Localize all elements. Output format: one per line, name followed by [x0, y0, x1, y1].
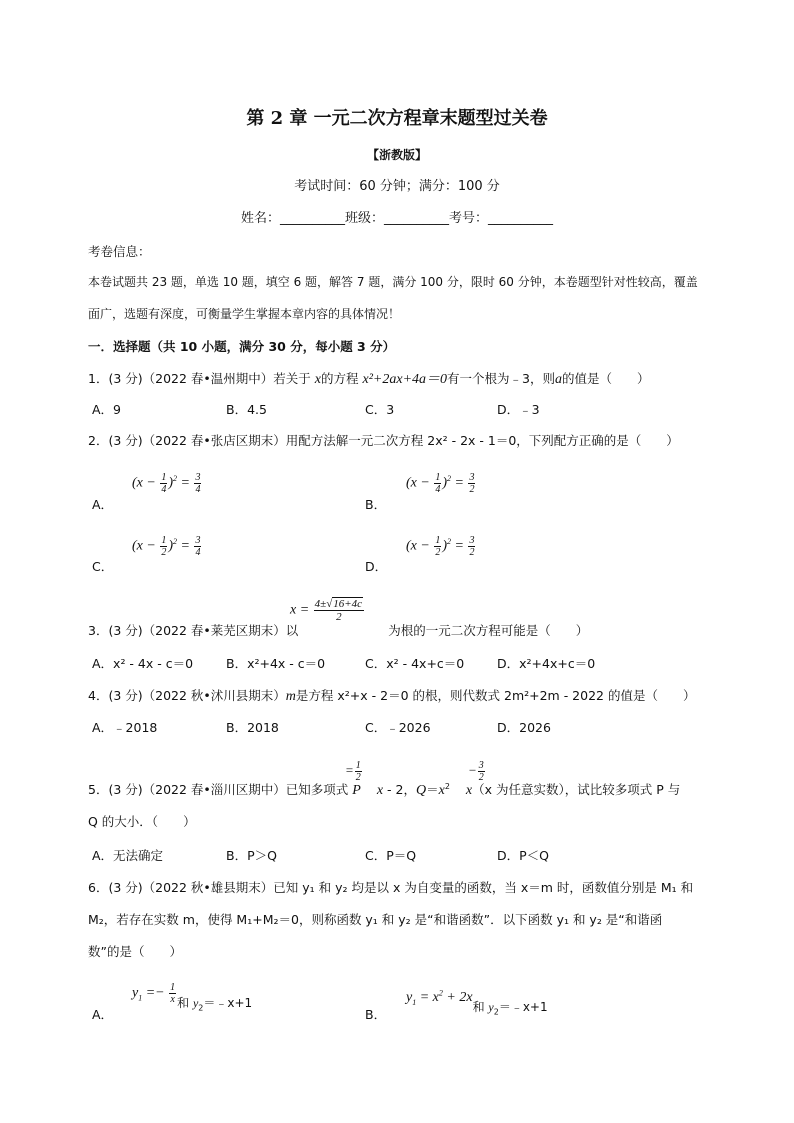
q5-fraction-1: = $\frac{1}{2}$ [345, 760, 361, 783]
q4-option-a[interactable]: A．﹣2018 [92, 720, 158, 735]
q1-option-c[interactable]: C．3 [365, 402, 395, 417]
q5-option-b[interactable]: B．P＞Q [226, 848, 277, 863]
q6-option-a[interactable]: A． [92, 1007, 114, 1022]
q3-option-d[interactable]: D．x²+4x+c＝0 [497, 656, 596, 671]
q3-formula: x = $\frac{4\pm√16+4c}{2}$ [290, 598, 363, 623]
question-6-line-2: M₂，若存在实数 m，使得 M₁+M₂＝0，则称函数 y₁ 和 y₂ 是“和谐函数”．以下函数 y₁ 和 y₂ 是“和谐函 [88, 912, 663, 927]
question-3-stem: 3．(3 分)（2022 春•莱芜区期末）以 为根的一元二次方程可能是（ ） [88, 623, 589, 638]
edition-label: 【浙教版】 [366, 148, 427, 162]
q2-option-a[interactable]: A． [92, 497, 114, 512]
q1-option-b[interactable]: B．4.5 [226, 402, 267, 417]
q6-expr-a: $y_1$ =− $\frac{1}{x}$ 和 $y_2=﹣x+1$ [132, 982, 253, 1013]
q3-option-a[interactable]: A．x² - 4x - c＝0 [92, 656, 194, 671]
info-line-1: 本卷试题共 23 题，单选 10 题，填空 6 题，解答 7 题，满分 100 分，限时 60 分钟，本卷题型针对性较高，覆盖 [88, 275, 698, 289]
q3-option-c[interactable]: C．x² - 4x+c＝0 [365, 656, 465, 671]
q6-expr-b: $y_1 = x^2 + 2x$和 $y_2=﹣x+1$ [406, 988, 548, 1017]
question-6-line-1: 6．(3 分)（2022 秋•雄县期末）已知 y₁ 和 y₂ 均是以 x 为自变量的函数，当 x＝m 时，函数值分别是 M₁ 和 [88, 880, 694, 895]
question-5-line-2: Q 的大小．（ ） [88, 814, 196, 829]
q2-expr-b: (x − $\frac{1}{4}$ )$^2$ = $\frac{3}{2}$ [406, 472, 475, 495]
exam-time: 考试时间：60 分钟；满分：100 分 [294, 179, 500, 194]
q6-option-b[interactable]: B． [365, 1007, 387, 1022]
q4-option-b[interactable]: B．2018 [226, 720, 279, 735]
question-6-line-3: 数”的是（ ） [88, 944, 182, 959]
q1-option-a[interactable]: A．9 [92, 402, 122, 417]
q1-equation: x²+2ax+4a＝0 [362, 372, 448, 387]
question-1-stem: 1．(3 分)（2022 春•温州期中）若关于 x的方程 x²+2ax+4a＝0有一个根为﹣3，则a的值是（ ） [88, 371, 650, 387]
page-title: 第 2 章 一元二次方程章末题型过关卷 [246, 108, 548, 129]
q2-expr-c: (x − $\frac{1}{2}$ )$^2$ = $\frac{3}{4}$ [132, 535, 201, 558]
question-5-stem: 5．(3 分)（2022 春•淄川区期中）已知多项式 P x - 2，$Q=x^2$ x（x 为任意实数），试比较多项式 P 与 [88, 781, 681, 798]
q2-option-c[interactable]: C． [92, 559, 114, 574]
question-4-stem: 4．(3 分)（2022 秋•沭川县期末）m是方程 x²+x - 2＝0 的根，则代数式 2m²+2m - 2022 的值是（ ） [88, 688, 696, 704]
q2-expr-d: (x − $\frac{1}{2}$ )$^2$ = $\frac{3}{2}$ [406, 535, 475, 558]
q1-option-d[interactable]: D．﹣3 [497, 402, 540, 417]
section-heading: 一．选择题（共 10 小题，满分 30 分，每小题 3 分） [88, 339, 396, 354]
q4-option-d[interactable]: D．2026 [497, 720, 551, 735]
q2-expr-a: (x − $\frac{1}{4}$ )$^2$ = $\frac{3}{4}$ [132, 472, 201, 495]
q3-option-b[interactable]: B．x²+4x - c＝0 [226, 656, 326, 671]
q5-option-d[interactable]: D．P＜Q [497, 848, 550, 863]
q5-option-a[interactable]: A．无法确定 [92, 848, 164, 863]
q2-option-b[interactable]: B． [365, 497, 387, 512]
q2-option-d[interactable]: D． [365, 559, 388, 574]
student-info-line: 姓名：__________班级：__________考号：__________ [240, 211, 553, 226]
q5-fraction-2: − $\frac{3}{2}$ [468, 760, 484, 783]
question-2-stem: 2．(3 分)（2022 春•张店区期末）用配方法解一元二次方程 2x² - 2x - 1＝0，下列配方正确的是（ ） [88, 433, 679, 448]
q4-option-c[interactable]: C．﹣2026 [365, 720, 431, 735]
q5-option-c[interactable]: C．P＝Q [365, 848, 417, 863]
info-label: 考卷信息： [88, 244, 151, 259]
info-line-2: 面广，选题有深度，可衡量学生掌握本章内容的具体情况！ [88, 307, 401, 321]
